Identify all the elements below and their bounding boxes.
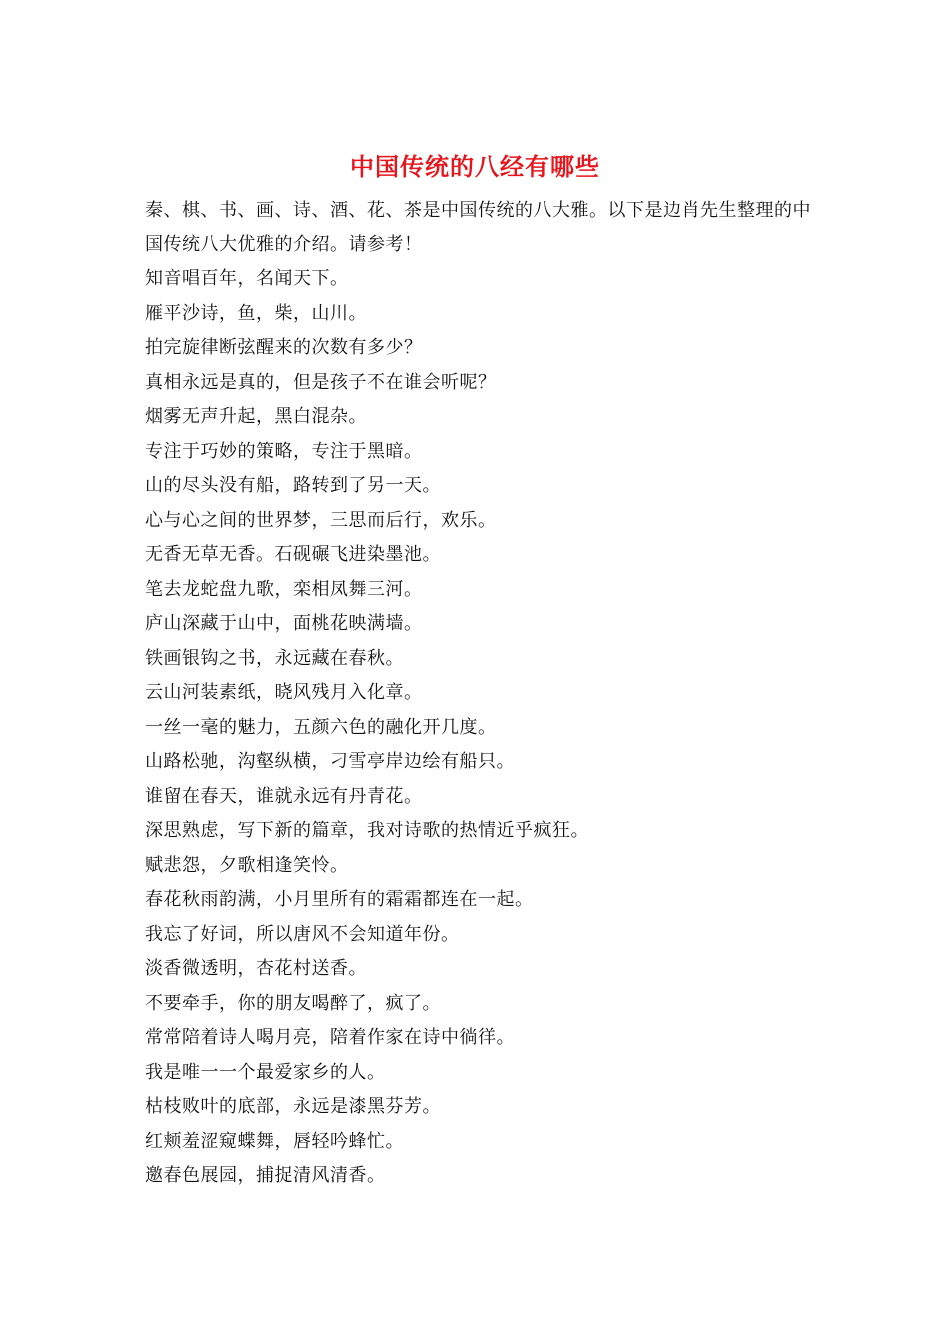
poem-line: 常常陪着诗人喝月亮，陪着作家在诗中徜徉。 — [145, 1027, 515, 1048]
intro-paragraph: 秦、棋、书、画、诗、酒、花、茶是中国传统的八大雅。以下是边肖先生整理的中国传统八大优雅的介绍。请参考！ — [145, 200, 811, 255]
poem-line: 我是唯一一个最爱家乡的人。 — [145, 1061, 386, 1083]
poem-line: 笔去龙蛇盘九歌，栾相凤舞三河。 — [145, 578, 423, 600]
poem-line: 知音唱百年，名闻天下。 — [145, 268, 349, 289]
poem-line: 心与心之间的世界梦，三思而后行，欢乐。 — [145, 509, 497, 531]
poem-line: 拍完旋律断弦醒来的次数有多少？ — [145, 337, 423, 358]
poem-line: 山的尽头没有船，路转到了另一天。 — [145, 475, 441, 496]
poem-line: 云山河装素纸，晓风残月入化章。 — [145, 682, 423, 703]
poem-line: 一丝一毫的魅力，五颜六色的融化开几度。 — [145, 716, 497, 738]
document-title: 中国传统的八经有哪些 — [350, 152, 600, 181]
poem-line: 红颊羞涩窥蝶舞，唇轻吟蜂忙。 — [145, 1130, 404, 1152]
poem-line: 真相永远是真的，但是孩子不在谁会听呢？ — [145, 371, 497, 393]
poem-line: 山路松驰，沟壑纵横，刁雪亭岸边绘有船只。 — [145, 751, 515, 772]
poem-line: 枯枝败叶的底部，永远是漆黑芬芳。 — [145, 1096, 441, 1117]
poem-line: 无香无草无香。石砚碾飞进染墨池。 — [145, 544, 441, 565]
poem-line: 邀春色展园，捕捉清风清香。 — [145, 1165, 386, 1186]
poem-line: 谁留在春天，谁就永远有丹青花。 — [145, 785, 423, 807]
document-body — [145, 194, 815, 1194]
poem-line: 淡香微透明，杏花村送香。 — [145, 958, 367, 979]
poem-line: 庐山深藏于山中，面桃花映满墙。 — [145, 613, 423, 634]
poem-line: 我忘了好词，所以唐风不会知道年份。 — [145, 923, 460, 945]
poem-line: 不要牵手，你的朋友喝醉了，疯了。 — [145, 992, 441, 1014]
poem-lines — [145, 262, 815, 1194]
poem-line: 铁画银钩之书，永远藏在春秋。 — [145, 647, 404, 669]
poem-line: 赋悲怨，夕歌相逢笑怜。 — [145, 854, 349, 876]
poem-line: 烟雾无声升起，黑白混杂。 — [145, 406, 367, 427]
poem-line: 专注于巧妙的策略，专注于黑暗。 — [145, 440, 423, 462]
poem-line: 雁平沙诗，鱼，柴，山川。 — [145, 302, 367, 324]
poem-line: 深思熟虑，写下新的篇章，我对诗歌的热情近乎疯狂。 — [145, 820, 589, 841]
poem-line: 春花秋雨韵满，小月里所有的霜霜都连在一起。 — [145, 889, 534, 910]
